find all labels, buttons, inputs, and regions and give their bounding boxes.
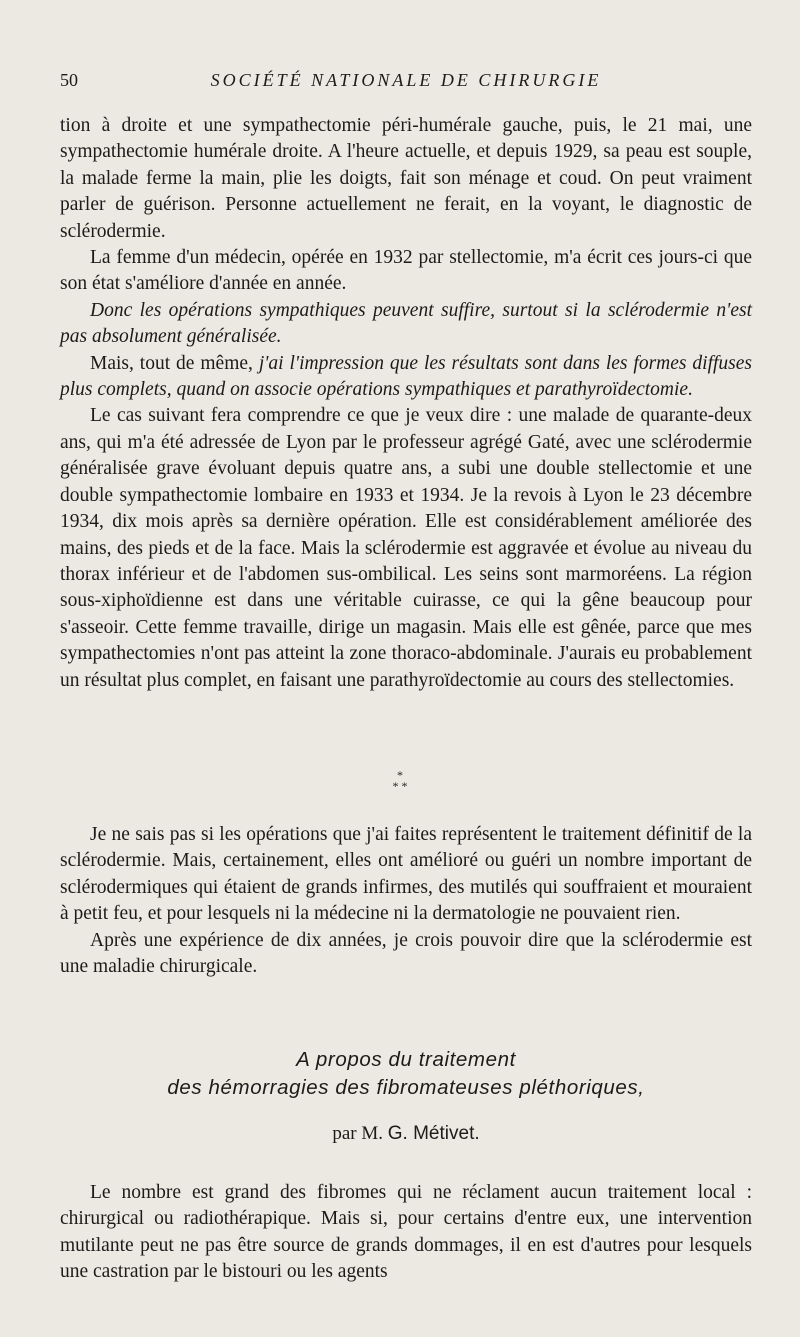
paragraph-traitement-definitif: Je ne sais pas si les opérations que j'ai faites représentent le traitement définitif de la sclérodermie. Mais, certainement, elles ont amélioré ou guéri un nombre important de sclérodermiques qui étaient de grands infirmes, des mutilés qui souffraient et mouraient à petit feu, et pour lesquels ni la médecine ni la dermatologie ne pouvaient rien.	[60, 824, 752, 925]
article-title-line-1: A propos du traitement	[296, 1048, 516, 1071]
italic-statement: Donc les opérations sympathiques peuvent suffire, surtout si la sclérodermie n'est pas absolument généralisée.	[60, 299, 752, 348]
journal-title: SOCIÉTÉ NATIONALE DE CHIRURGIE	[210, 70, 602, 90]
paragraph-continuation: tion à droite et une sympathectomie péri-humérale gauche, puis, le 21 mai, une sympathectomie humérale droite. A l'heure actuelle, et depuis 1929, sa peau est souple, la malade ferme la main, plie les doigts, fait son ménage et coud. On peut vraiment parler de guérison. Personne actuellement ne ferait, en la voyant, le diagnostic de sclérodermie.	[60, 115, 752, 242]
article-byline	[60, 1123, 752, 1145]
sclerodermie-section	[60, 113, 752, 694]
paragraph-medecin-case: La femme d'un médecin, opérée en 1932 par stellectomie, m'a écrit ces jours-ci que son état s'améliore d'année en année.	[60, 247, 752, 295]
paragraph-impression	[60, 351, 752, 404]
impression-lead: Mais, tout de même,	[90, 352, 253, 374]
paragraph-maladie-chirurgicale: Après une expérience de dix années, je crois pouvoir dire que la sclérodermie est une maladie chirurgicale.	[60, 929, 752, 978]
running-head	[60, 70, 752, 96]
impression-italic: j'ai l'impression que les résultats sont dans les formes diffuses plus complets, quand on associe opérations sympathiques et parathyroïdectomie.	[60, 352, 752, 401]
article-title	[60, 1046, 752, 1102]
article-title-line-2: des hémorragies des fibromateuses pléthoriques,	[167, 1076, 645, 1099]
byline-author: G. Métivet.	[387, 1123, 480, 1144]
section-separator-asterism	[0, 770, 800, 792]
article-body	[60, 1180, 752, 1286]
page-number: 50	[60, 70, 78, 90]
paragraph-conclusion-sympathique	[60, 298, 752, 351]
byline-prefix: par M.	[332, 1123, 384, 1144]
paragraph-fibromes: Le nombre est grand des fibromes qui ne réclament aucun traitement local : chirurgical ou radiothérapique. Mais si, pour certains d'entre eux, une intervention mutilante peut ne pas être source de grands dommages, il en est d'autres pour lesquels une castration par le bistouri ou les agents	[60, 1182, 752, 1283]
asterism-top: *	[397, 768, 403, 782]
conclusion-section	[60, 822, 752, 980]
asterism-bottom: * *	[392, 779, 408, 793]
paragraph-case-lyon: Le cas suivant fera comprendre ce que je veux dire : une malade de quarante-deux ans, qui m'a été adressée de Lyon par le professeur agrégé Gaté, avec une sclérodermie généralisée grave évoluant depuis quatre ans, a subi une double stellectomie et une double sympathectomie lombaire en 1933 et 1934. Je la revois à Lyon le 23 décembre 1934, dix mois après sa dernière opération. Elle est considérablement améliorée des mains, des pieds et de la face. Mais la sclérodermie est aggravée et évolue au niveau du thorax inférieur et de l'abdomen sus-ombilical. Les seins sont marmoréens. La région sous-xiphoïdienne est dans une véritable cuirasse, ce qui la gêne beaucoup pour s'asseoir. Cette femme travaille, dirige un magasin. Mais elle est gênée, parce que mes sympathectomies n'ont pas atteint la zone thoraco-abdominale. J'aurais eu probablement un résultat plus complet, en faisant une parathyroïdectomie au cours des stellectomies.	[60, 405, 752, 691]
